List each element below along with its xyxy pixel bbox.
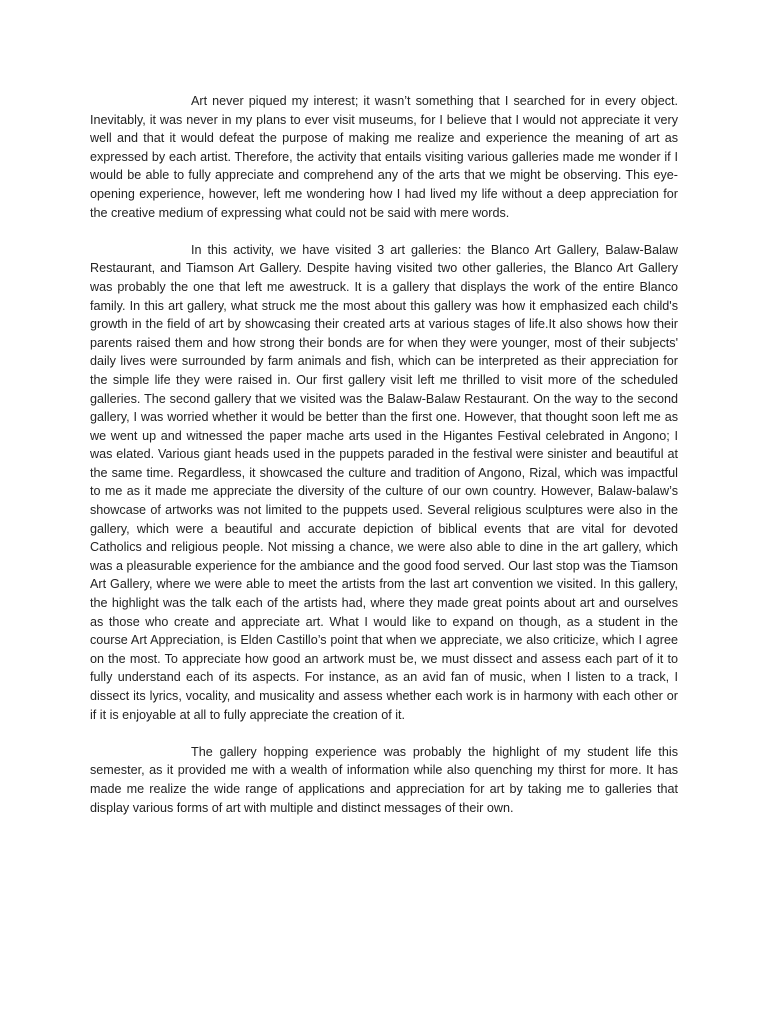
paragraph-conclusion: The gallery hopping experience was probably the highlight of my student life this semester, as it provided me with a wealth of information while also quenching my thirst for more. It has made me realize the wide range of applications and appreciation for art by taking me to galleries that display various forms of art with multiple and distinct messages of their own. bbox=[90, 744, 678, 815]
paragraph-intro: Art never piqued my interest; it wasn’t something that I searched for in every object. Inevitably, it was never in my plans to ever visit museums, for I believe that I would not appreciate it very well and that it would defeat the purpose of making me realize and experience the meaning of art as expressed by each artist. Therefore, the activity that entails visiting various galleries made me wonder if I would be able to fully appreciate and comprehend any of the arts that we might be observing. This eye-opening experience, however, left me wondering how I had lived my life without a deep appreciation for the creative medium of expressing what could not be said with mere words. bbox=[90, 94, 678, 220]
document-body bbox=[90, 92, 678, 836]
paragraph-galleries: In this activity, we have visited 3 art galleries: the Blanco Art Gallery, Balaw-Balaw Restaurant, and Tiamson Art Gallery. Despite having visited two other galleries, the Blanco Art Gallery was probably the one that left me awestruck. It is a gallery that displays the work of the entire Blanco family. In this art gallery, what struck me the most about this gallery was how it emphasized each child's growth in the field of art by showcasing their created arts at various stages of life.It also shows how their parents raised them and how strong their bonds are for when they were younger, most of their subjects' daily lives were surrounded by farm animals and fish, which can be interpreted as their appreciation for the simple life they were raised in. Our first gallery visit left me thrilled to visit more of the scheduled galleries. The second gallery that we visited was the Balaw-Balaw Restaurant. On the way to the second gallery, I was worried whether it would be better than the first one. However, that thought soon left me as we went up and witnessed the paper mache arts used in the Higantes Festival celebrated in Angono; I was elated. Various giant heads used in the puppets paraded in the festival were sinister and beautiful at the same time. Regardless, it showcased the culture and tradition of Angono, Rizal, which was impactful to me as it made me appreciate the diversity of the culture of our own country. However, Balaw-balaw’s showcase of artworks was not limited to the puppets used. Several religious sculptures were also in the gallery, which were a beautiful and accurate depiction of biblical events that are vital for devoted Catholics and religious people. Not missing a chance, we were also able to dine in the art gallery, which was a pleasurable experience for the ambiance and the good food served. Our last stop was the Tiamson Art Gallery, where we were able to meet the artists from the last art convention we visited. In this gallery, the highlight was the talk each of the artists had, where they made great points about art and ourselves as those who create and appreciate art. What I would like to expand on though, as a student in the course Art Appreciation, is Elden Castillo’s point that when we appreciate, we also criticize, which I agree on the most. To appreciate how good an artwork must be, we must dissect and assess each part of it to fully understand each of its aspects. For instance, as an avid fan of music, when I listen to a track, I dissect its lyrics, vocality, and musicality and assess whether each work is in harmony with each other or if it is enjoyable at all to fully appreciate the creation of it. bbox=[90, 242, 678, 722]
